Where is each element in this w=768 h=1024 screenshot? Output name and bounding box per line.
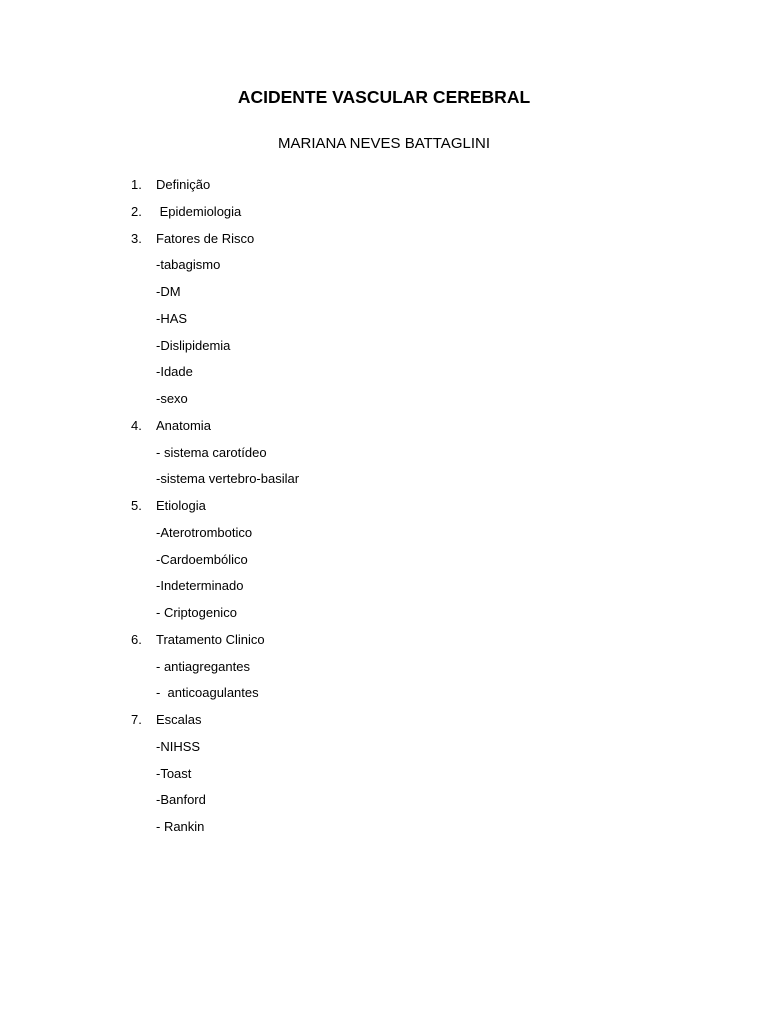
outline-subitem: [0, 390, 768, 417]
outline-subitem: [0, 684, 768, 711]
outline-item: [0, 230, 768, 257]
outline-subitem: [0, 658, 768, 685]
outline-subitem: [0, 818, 768, 845]
outline-subitem: [0, 363, 768, 390]
subitem-text: -sistema vertebro-basilar: [156, 471, 300, 487]
item-text: Tratamento Clinico: [156, 631, 265, 647]
topic-outline: [0, 176, 768, 845]
item-number: 6.: [131, 631, 142, 647]
subitem-text: -HAS: [156, 310, 188, 326]
outline-item: [0, 497, 768, 524]
outline-subitem: [0, 310, 768, 337]
item-number: 2.: [131, 203, 142, 219]
item-number: 4.: [131, 417, 142, 433]
outline-subitem: [0, 283, 768, 310]
outline-subitem: [0, 577, 768, 604]
subitem-text: -NIHSS: [156, 738, 201, 754]
outline-subitem: [0, 551, 768, 578]
document-title: ACIDENTE VASCULAR CEREBRAL: [237, 87, 531, 107]
subitem-text: -Dislipidemia: [156, 337, 231, 353]
subitem-text: - Criptogenico: [156, 605, 237, 620]
document-author: MARIANA NEVES BATTAGLINI: [278, 135, 490, 152]
subitem-text: -Banford: [156, 792, 206, 808]
item-text: Fatores de Risco: [156, 230, 255, 246]
outline-subitem: [0, 444, 768, 471]
item-number: 3.: [131, 230, 142, 246]
outline-subitem: [0, 256, 768, 283]
outline-subitem: [0, 791, 768, 818]
outline-item: [0, 417, 768, 444]
subitem-text: -Indeterminado: [156, 578, 244, 594]
subitem-text: -Cardoembólico: [156, 551, 248, 567]
item-text: Etiologia: [156, 498, 206, 513]
subitem-text: -sexo: [156, 391, 188, 406]
subitem-text: -Idade: [156, 364, 193, 380]
outline-subitem: [0, 765, 768, 792]
outline-subitem: [0, 470, 768, 497]
item-text: Epidemiologia: [156, 203, 242, 219]
subitem-text: - sistema carotídeo: [156, 444, 267, 460]
subitem-text: - antiagregantes: [156, 658, 250, 674]
subitem-text: -Toast: [156, 765, 192, 781]
item-number: 1.: [131, 177, 142, 192]
outline-subitem: [0, 738, 768, 765]
subitem-text: -Aterotrombotico: [156, 524, 253, 540]
outline-subitem: [0, 524, 768, 551]
subitem-text: -tabagismo: [156, 257, 221, 273]
outline-item: [0, 176, 768, 203]
item-text: Definição: [156, 177, 211, 192]
outline-item: [0, 203, 768, 230]
outline-subitem: [0, 337, 768, 364]
subitem-text: - Rankin: [156, 819, 205, 834]
outline-subitem: [0, 604, 768, 631]
item-number: 7.: [131, 712, 142, 727]
subitem-text: -DM: [156, 284, 181, 299]
item-text: Anatomia: [156, 417, 211, 433]
item-text: Escalas: [156, 712, 202, 727]
outline-item: [0, 631, 768, 658]
subitem-text: - anticoagulantes: [156, 685, 259, 701]
outline-item: [0, 711, 768, 738]
item-number: 5.: [131, 498, 142, 513]
